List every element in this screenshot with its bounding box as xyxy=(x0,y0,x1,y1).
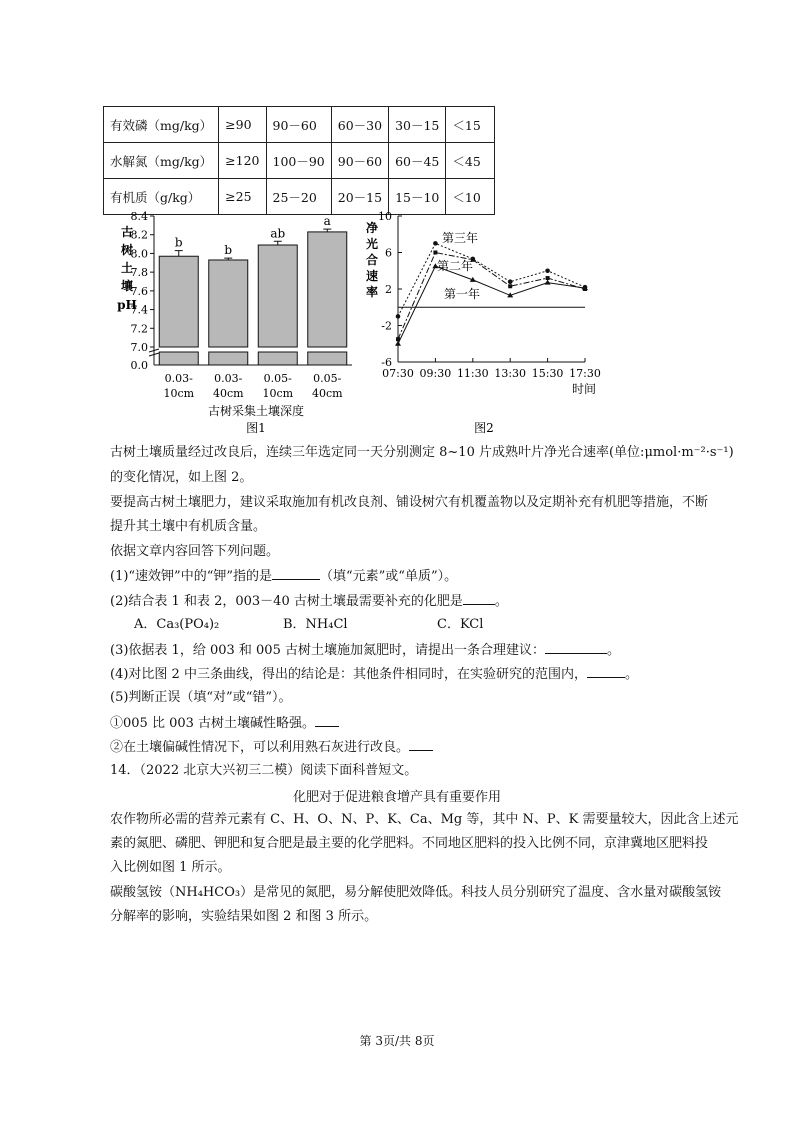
bar-base xyxy=(209,352,248,365)
y-tick-label: 7.4 xyxy=(130,303,148,317)
y-tick-label: 10 xyxy=(378,210,392,223)
instruction: 依据文章内容回答下列问题。 xyxy=(110,544,280,559)
table-cell: 60－30 xyxy=(331,107,388,143)
y-tick-label: -6 xyxy=(381,356,392,369)
text: 。 xyxy=(494,594,508,609)
question-14-heading: 14．（2022 北京大兴初三二模）阅读下面科普短文。 xyxy=(110,763,418,778)
text: ) xyxy=(728,445,734,460)
answer-blank[interactable] xyxy=(272,567,320,580)
table-cell: 水解氮（mg/kg） xyxy=(104,143,219,179)
answer-blank[interactable] xyxy=(315,714,339,727)
table-cell: ≥25 xyxy=(219,179,266,215)
fig2-ylabel-char: 速 xyxy=(365,269,379,283)
text: (3)依据表 1，给 003 和 005 古树土壤施加氮肥时，请提出一条合理建议： xyxy=(110,643,545,658)
table-cell: 100－90 xyxy=(266,143,331,179)
fig2-ylabel-char: 合 xyxy=(365,253,379,267)
text: 古树土壤质量经过改良后，连续三年选定同一天分别测定 8~10 片成熟叶片净光合速率(单位: xyxy=(110,445,645,460)
question-5-1 xyxy=(110,714,339,733)
answer-blank[interactable] xyxy=(463,592,495,605)
question-1 xyxy=(110,567,457,586)
article-paragraph-2-cont: 分解率的影响，实验结果如图 2 和图 3 所示。 xyxy=(110,909,378,924)
fig2-caption: 图2 xyxy=(474,421,494,435)
fig2-label-year2: 第二年 xyxy=(437,259,474,273)
bar-base xyxy=(258,352,297,365)
text: 。 xyxy=(606,643,620,658)
data-point xyxy=(433,251,437,255)
series-line xyxy=(398,253,585,340)
paragraph-2-cont: 提升其土壤中有机质含量。 xyxy=(110,519,267,534)
bar-base xyxy=(159,352,198,365)
x-tick-label: 0.03- xyxy=(164,372,193,385)
table-cell: ≥120 xyxy=(219,143,266,179)
x-tick-label: 0.05- xyxy=(263,372,292,385)
fig1-ylabel-char: 壤 xyxy=(120,279,134,293)
paragraph-2: 要提高古树土壤肥力，建议采取施加有机改良剂、铺设树穴有机覆盖物以及定期补充有机肥等措施，不断 xyxy=(110,495,709,510)
x-tick-label: 13:30 xyxy=(494,367,527,380)
figure-2-line-chart xyxy=(366,210,601,435)
table-cell: 20－15 xyxy=(331,179,388,215)
fig1-ylabel-char: 土 xyxy=(120,261,134,275)
y-tick-label: 2 xyxy=(385,283,392,296)
text: ②在土壤偏碱性情况下，可以利用熟石灰进行改良。 xyxy=(110,740,410,755)
text: （填“元素”或“单质”）。 xyxy=(320,569,458,584)
option-a[interactable]: A．Ca₃(PO₄)₂ xyxy=(134,617,220,632)
question-2 xyxy=(110,592,508,611)
answer-blank[interactable] xyxy=(409,738,433,751)
table-cell: 有机质（g/kg） xyxy=(104,179,219,215)
table-cell: 25－20 xyxy=(266,179,331,215)
table-cell: ≥90 xyxy=(219,107,266,143)
question-3 xyxy=(110,641,620,660)
text: (1)“速效钾”中的“钾”指的是 xyxy=(110,569,272,584)
x-tick-label: 15:30 xyxy=(531,367,564,380)
answer-blank[interactable] xyxy=(545,641,607,654)
bar-base xyxy=(308,352,347,365)
fig2-label-year3: 第三年 xyxy=(442,231,479,245)
fig1-ylabel-char: 树 xyxy=(120,243,134,257)
significance-label: a xyxy=(323,214,331,229)
fig2-xlabel: 时间 xyxy=(571,382,597,396)
fig2-lines xyxy=(395,241,588,346)
article-paragraph-1: 农作物所必需的营养元素有 C、H、O、N、P、K、Ca、Mg 等，其中 N、P、K 需要量较大，因此含上述元 xyxy=(110,812,739,827)
figures xyxy=(0,0,794,440)
unit: μmol·m⁻²·s⁻¹ xyxy=(644,445,729,460)
data-point xyxy=(545,280,551,285)
paragraph-1 xyxy=(110,444,734,462)
x-tick-label: 07:30 xyxy=(382,367,414,380)
fig1-caption: 图1 xyxy=(246,421,266,435)
y-tick-label: 7.0 xyxy=(130,341,148,354)
question-4 xyxy=(110,665,638,684)
data-point xyxy=(508,279,513,284)
x-tick-label: 10cm xyxy=(262,387,294,400)
y-tick-label: 8.0 xyxy=(130,247,148,261)
x-tick-label: 11:30 xyxy=(456,367,489,380)
bar xyxy=(159,256,198,347)
option-b[interactable]: B．NH₄Cl xyxy=(283,617,348,632)
figure-1-bar-chart xyxy=(117,210,352,435)
x-tick-label: 09:30 xyxy=(419,367,452,380)
data-point xyxy=(395,341,401,346)
table-cell: 15－10 xyxy=(389,179,446,215)
y-tick-label: 0.0 xyxy=(130,359,148,372)
data-point xyxy=(396,314,401,319)
article-paragraph-1-end: 入比例如图 1 所示。 xyxy=(110,860,231,875)
table-cell: 有效磷（mg/kg） xyxy=(104,107,219,143)
fig2-axis xyxy=(378,210,601,380)
x-tick-label: 10cm xyxy=(163,387,195,400)
fig2-ylabel-char: 光 xyxy=(365,237,379,251)
article-paragraph-2: 碳酸氢铵（NH₄HCO₃）是常见的氮肥，易分解使肥效降低。科技人员分别研究了温度、含水量对碳酸氢铵 xyxy=(110,885,722,900)
y-tick-label: 7.2 xyxy=(130,322,148,336)
table-cell: 90－60 xyxy=(331,143,388,179)
fig1-ylabel-char: 古 xyxy=(120,225,134,239)
significance-label: ab xyxy=(270,226,286,241)
x-tick-label: 40cm xyxy=(212,387,244,400)
question-5-2 xyxy=(110,738,433,757)
significance-label: b xyxy=(224,243,233,258)
y-tick-label: -2 xyxy=(381,319,392,333)
table-cell: ＜10 xyxy=(446,179,495,215)
x-tick-label: 40cm xyxy=(311,387,343,400)
paragraph-1-cont: 的变化情况，如上图 2。 xyxy=(110,470,253,485)
text: (2)结合表 1 和表 2，003－40 古树土壤最需要补充的化肥是 xyxy=(110,594,463,609)
y-tick-label: 8.2 xyxy=(130,228,148,242)
data-point xyxy=(545,268,550,273)
question-5: (5)判断正误（填“对”或“错”）。 xyxy=(110,690,292,705)
y-tick-label: 6 xyxy=(385,246,392,260)
article-paragraph-1-cont: 素的氮肥、磷肥、钾肥和复合肥是最主要的化学肥料。不同地区肥料的投入比例不同，京津冀地区肥料投 xyxy=(110,836,709,851)
fig1-bars xyxy=(159,214,347,400)
fig2-ylabel-char: 净 xyxy=(365,221,379,235)
significance-label: b xyxy=(174,235,183,250)
table-cell: 30－15 xyxy=(389,107,446,143)
fig2-label-year1: 第一年 xyxy=(444,287,481,301)
table-cell: 60－45 xyxy=(389,143,446,179)
page-footer: 第 3页/共 8页 xyxy=(359,1034,435,1048)
bar xyxy=(258,245,297,347)
y-tick-label: 7.8 xyxy=(130,266,148,280)
bar xyxy=(209,260,248,347)
fig1-ylabel-char: pH xyxy=(117,298,137,312)
series-line xyxy=(398,266,585,344)
data-point xyxy=(508,284,512,288)
y-tick-label: 7.6 xyxy=(130,284,148,298)
fig2-ylabel-char: 率 xyxy=(365,285,379,299)
data-point xyxy=(433,241,438,246)
data-point xyxy=(546,276,550,280)
fig1-xlabel: 古树采集土壤深度 xyxy=(207,404,305,418)
x-tick-label: 0.03- xyxy=(214,372,243,385)
bar xyxy=(308,232,347,347)
y-tick-label: 8.4 xyxy=(130,210,148,223)
article-title: 化肥对于促进粮食增产具有重要作用 xyxy=(292,790,501,805)
text: (4)对比图 2 中三条曲线，得出的结论是：其他条件相同时，在实验研究的范围内， xyxy=(110,667,587,682)
answer-blank[interactable] xyxy=(587,665,625,678)
series-line xyxy=(398,243,585,316)
text: ①005 比 003 古树土壤碱性略强。 xyxy=(110,716,316,731)
x-tick-label: 17:30 xyxy=(569,367,601,380)
x-tick-label: 0.05- xyxy=(313,372,342,385)
table-cell: ＜45 xyxy=(446,143,495,179)
text: 。 xyxy=(624,667,638,682)
option-c[interactable]: C．KCl xyxy=(437,617,484,632)
table-cell: ＜15 xyxy=(446,107,495,143)
table-cell: 90－60 xyxy=(266,107,331,143)
